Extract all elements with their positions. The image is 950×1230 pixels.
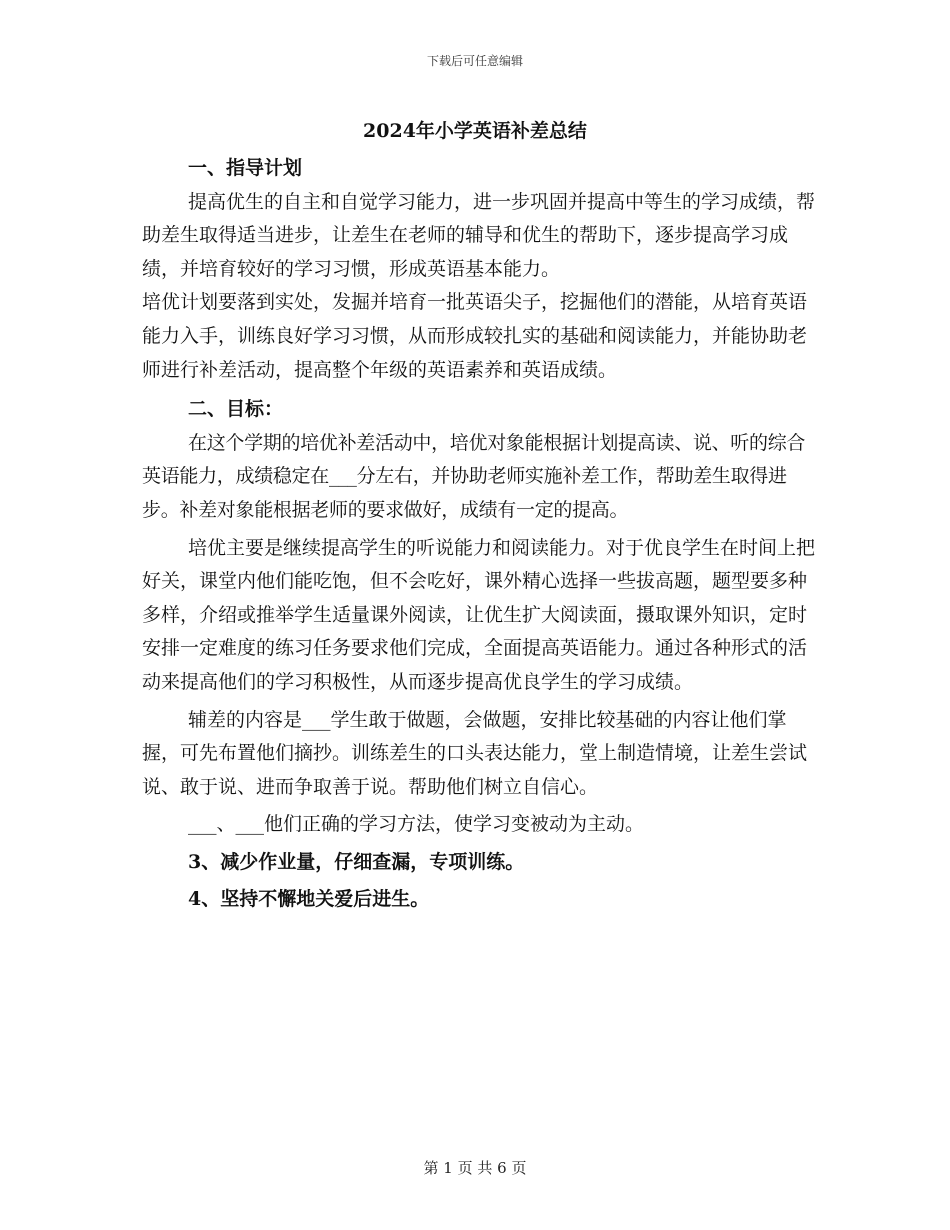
paragraph-plan-2: 培优计划要落到实处，发掘并培育一批英语尖子，挖掘他们的潜能，从培育英语能力入手，训练良好学习习惯，从而形成较扎实的基础和阅读能力，并能协助老师进行补差活动，提高整个年级的英语素养和英语成绩。	[142, 291, 808, 381]
paragraph-plan-1: 提高优生的自主和自觉学习能力，进一步巩固并提高中等生的学习成绩，帮助差生取得适当进步，让差生在老师的辅导和优生的帮助下，逐步提高学习成绩，并培育较好的学习习惯，形成英语基本能力。	[142, 190, 816, 280]
section-heading-goals: 二、目标：	[188, 398, 284, 421]
section-heading-guidance-plan: 一、指导计划	[188, 157, 303, 179]
document-title: 2024年小学英语补差总结	[363, 120, 587, 142]
paragraph-goals-1: 在这个学期的培优补差活动中，培优对象能根据计划提高读、说、听的综合英语能力，成绩稳定在___分左右，并协助老师实施补差工作，帮助差生取得进步。补差对象能根据老师的要求做好，成绩有一定的提高。	[142, 431, 806, 521]
page-header-note: 下载后可任意编辑	[426, 54, 523, 68]
page-footer-number: 第 1 页 共 6 页	[423, 1159, 527, 1177]
list-item-3: 3、减少作业量，仔细查漏，专项训练。	[188, 850, 525, 873]
document-body	[142, 150, 822, 917]
paragraph-goals-4: ___、___他们正确的学习方法，使学习变被动为主动。	[188, 813, 645, 836]
paragraph-goals-3: 辅差的内容是___学生敢于做题，会做题，安排比较基础的内容让他们掌握，可先布置他们摘抄。训练差生的口头表达能力，堂上制造情境，让差生尝试说、敢于说、进而争取善于说。帮助他们树立自信心。	[142, 708, 808, 798]
paragraph-goals-2: 培优主要是继续提高学生的听说能力和阅读能力。对于优良学生在时间上把好关，课堂内他们能吃饱，但不会吃好，课外精心选择一些拔高题，题型要多种多样，介绍或推举学生适量课外阅读，让优生扩大阅读面，摄取课外知识，定时安排一定难度的练习任务要求他们完成，全面提高英语能力。通过各种形式的活动来提高他们的学习积极性，从而逐步提高优良学生的学习成绩。	[142, 536, 816, 693]
list-item-4: 4、坚持不懈地关爱后进生。	[188, 888, 430, 911]
